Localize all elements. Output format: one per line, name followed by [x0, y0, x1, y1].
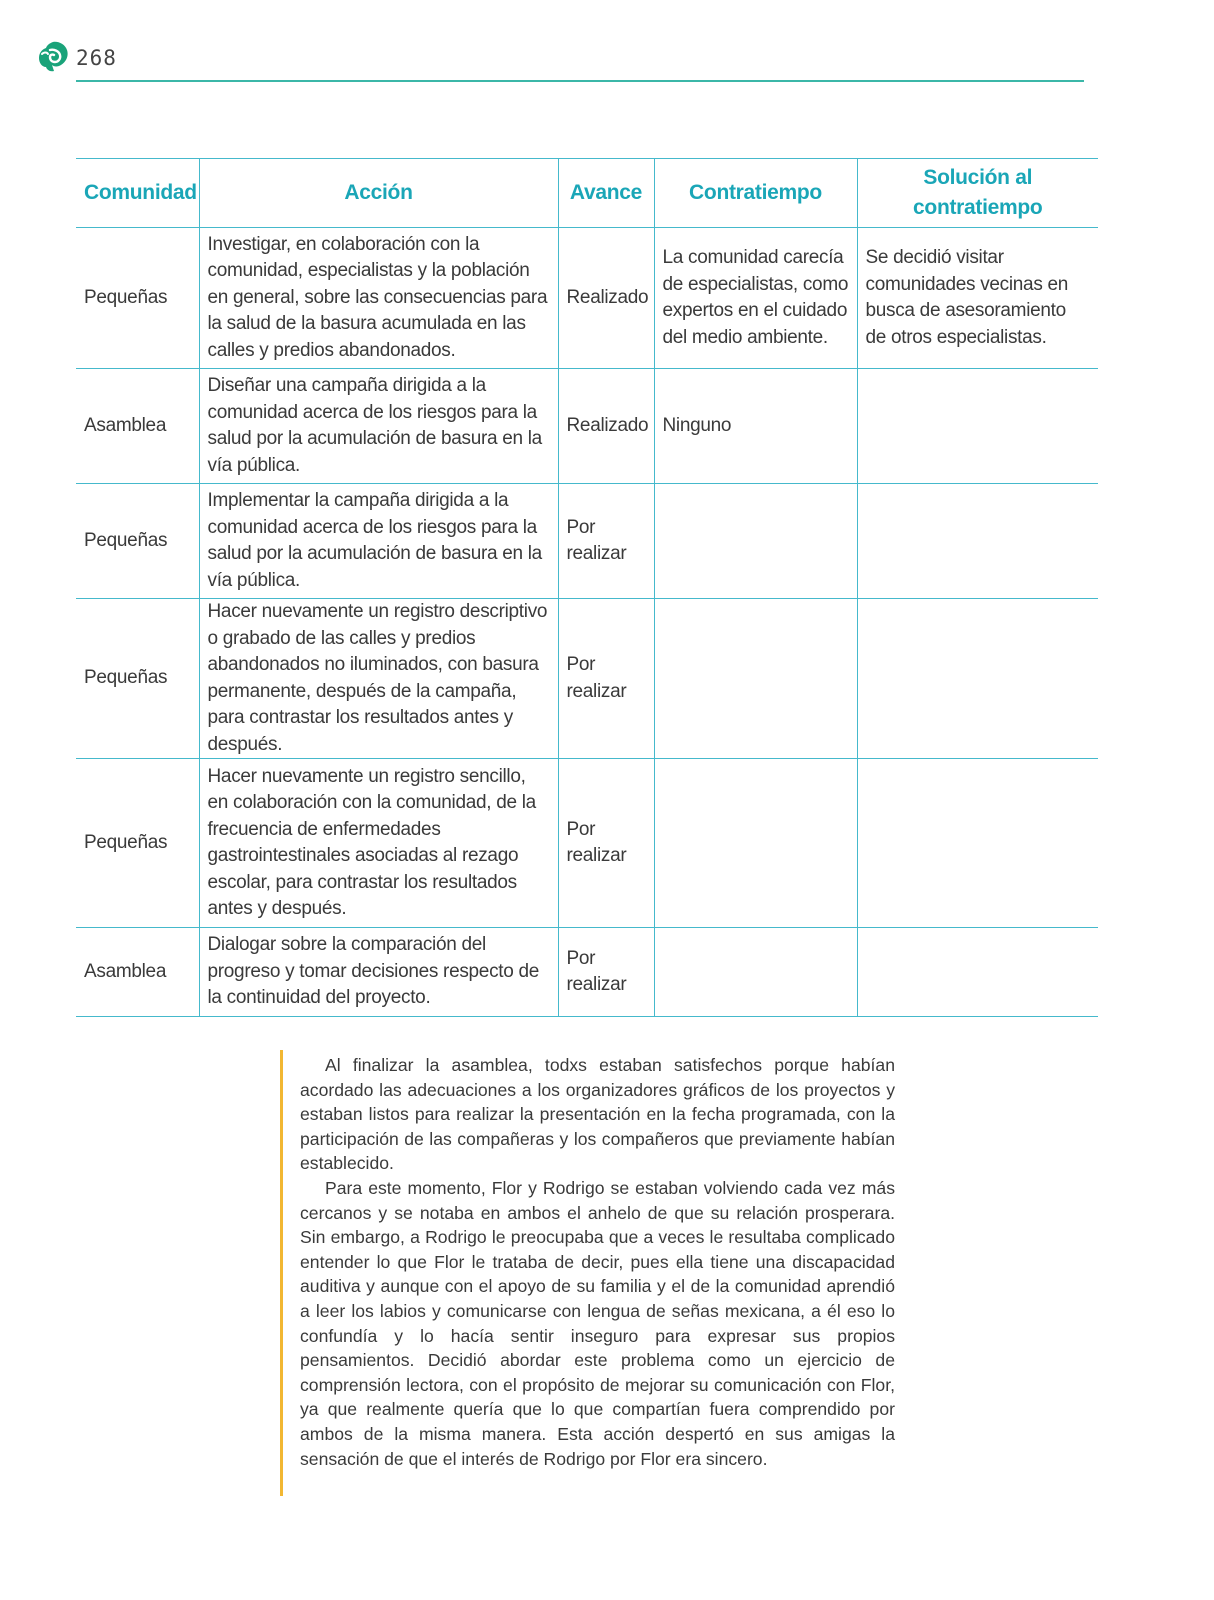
table-row — [76, 928, 1098, 1017]
column-header-solucion: Solución al contratiempo — [857, 159, 1098, 228]
narrative-accent-bar — [280, 1050, 283, 1496]
column-header-comunidad: Comunidad — [76, 159, 199, 228]
cell-avance: Por realizar — [558, 759, 654, 928]
cell-avance: Realizado — [558, 228, 654, 369]
column-header-avance: Avance — [558, 159, 654, 228]
cell-contratiempo — [654, 599, 857, 759]
cell-avance: Por realizar — [558, 484, 654, 599]
cell-contratiempo: La comunidad carecía de especialistas, como expertos en el cuidado del medio ambiente. — [654, 228, 857, 369]
narrative-paragraph: Al finalizar la asamblea, todxs estaban satisfechos porque habían acordado las adecuaciones a los organizadores gráficos de los proyectos y estaban listos para realizar la presentación en la fecha programada, con la participación de las compañeras y los compañeros que previamente habían establecido. — [300, 1055, 895, 1174]
column-header-accion: Acción — [199, 159, 558, 228]
cell-accion: Hacer nuevamente un registro descriptivo o grabado de las calles y predios abandonados no iluminados, con basura permanente, después de la campaña, para contrastar los resultados antes y después. — [199, 599, 558, 759]
cell-avance: Realizado — [558, 369, 654, 484]
cell-avance: Por realizar — [558, 928, 654, 1017]
cell-avance: Por realizar — [558, 599, 654, 759]
cell-solucion — [857, 928, 1098, 1017]
cell-solucion — [857, 484, 1098, 599]
column-header-contratiempo: Contratiempo — [654, 159, 857, 228]
cell-solucion — [857, 369, 1098, 484]
cell-comunidad: Asamblea — [76, 369, 199, 484]
cell-solucion — [857, 599, 1098, 759]
project-activity-table — [76, 158, 1098, 1017]
table-row — [76, 484, 1098, 599]
cell-accion: Implementar la campaña dirigida a la comunidad acerca de los riesgos para la salud por la acumulación de basura en la vía pública. — [199, 484, 558, 599]
page-number: 268 — [76, 46, 117, 70]
cell-accion: Dialogar sobre la comparación del progreso y tomar decisiones respecto de la continuidad del proyecto. — [199, 928, 558, 1017]
cell-contratiempo — [654, 928, 857, 1017]
table-row — [76, 369, 1098, 484]
table-header-row — [76, 159, 1098, 228]
narrative-paragraph: Para este momento, Flor y Rodrigo se estaban volviendo cada vez más cercanos y se notaba en ambos el anhelo de que su relación prosperara. Sin embargo, a Rodrigo le preocupaba que a veces le resultaba complicado entender lo que Flor le trataba de decir, pues ella tiene una discapacidad auditiva y aunque con el apoyo de su familia y el de la comunidad aprendió a leer los labios y comunicarse con lengua de señas mexicana, a él eso lo confundía y lo hacía sentir inseguro para expresar sus propios pensamientos. Decidió abordar este problema como un ejercicio de comprensión lectora, con el propósito de mejorar su comunicación con Flor, ya que realmente quería que lo que compartían fuera comprendido por ambos de la misma manera. Esta acción despertó en sus amigas la sensación de que el interés de Rodrigo por Flor era sincero. — [300, 1177, 895, 1469]
narrative-text — [300, 1053, 895, 1471]
table-row — [76, 599, 1098, 759]
cell-contratiempo — [654, 759, 857, 928]
cell-comunidad: Pequeñas — [76, 599, 199, 759]
cell-comunidad: Pequeñas — [76, 484, 199, 599]
cell-comunidad: Pequeñas — [76, 759, 199, 928]
cell-contratiempo: Ninguno — [654, 369, 857, 484]
cell-comunidad: Asamblea — [76, 928, 199, 1017]
cell-accion: Hacer nuevamente un registro sencillo, en colaboración con la comunidad, de la frecuencia de enfermedades gastrointestinales asociadas al rezago escolar, para contrastar los resultados antes y después. — [199, 759, 558, 928]
table-row — [76, 759, 1098, 928]
page-header — [36, 38, 1084, 84]
header-divider — [76, 80, 1084, 82]
cell-solucion — [857, 759, 1098, 928]
table-row — [76, 228, 1098, 369]
leaf-shell-icon — [36, 40, 70, 74]
cell-accion: Diseñar una campaña dirigida a la comunidad acerca de los riesgos para la salud por la acumulación de basura en la vía pública. — [199, 369, 558, 484]
cell-solucion: Se decidió visitar comunidades vecinas en busca de asesoramiento de otros especialistas. — [857, 228, 1098, 369]
cell-comunidad: Pequeñas — [76, 228, 199, 369]
cell-contratiempo — [654, 484, 857, 599]
cell-accion: Investigar, en colaboración con la comunidad, especialistas y la población en general, sobre las consecuencias para la salud de la basura acumulada en las calles y predios abandonados. — [199, 228, 558, 369]
